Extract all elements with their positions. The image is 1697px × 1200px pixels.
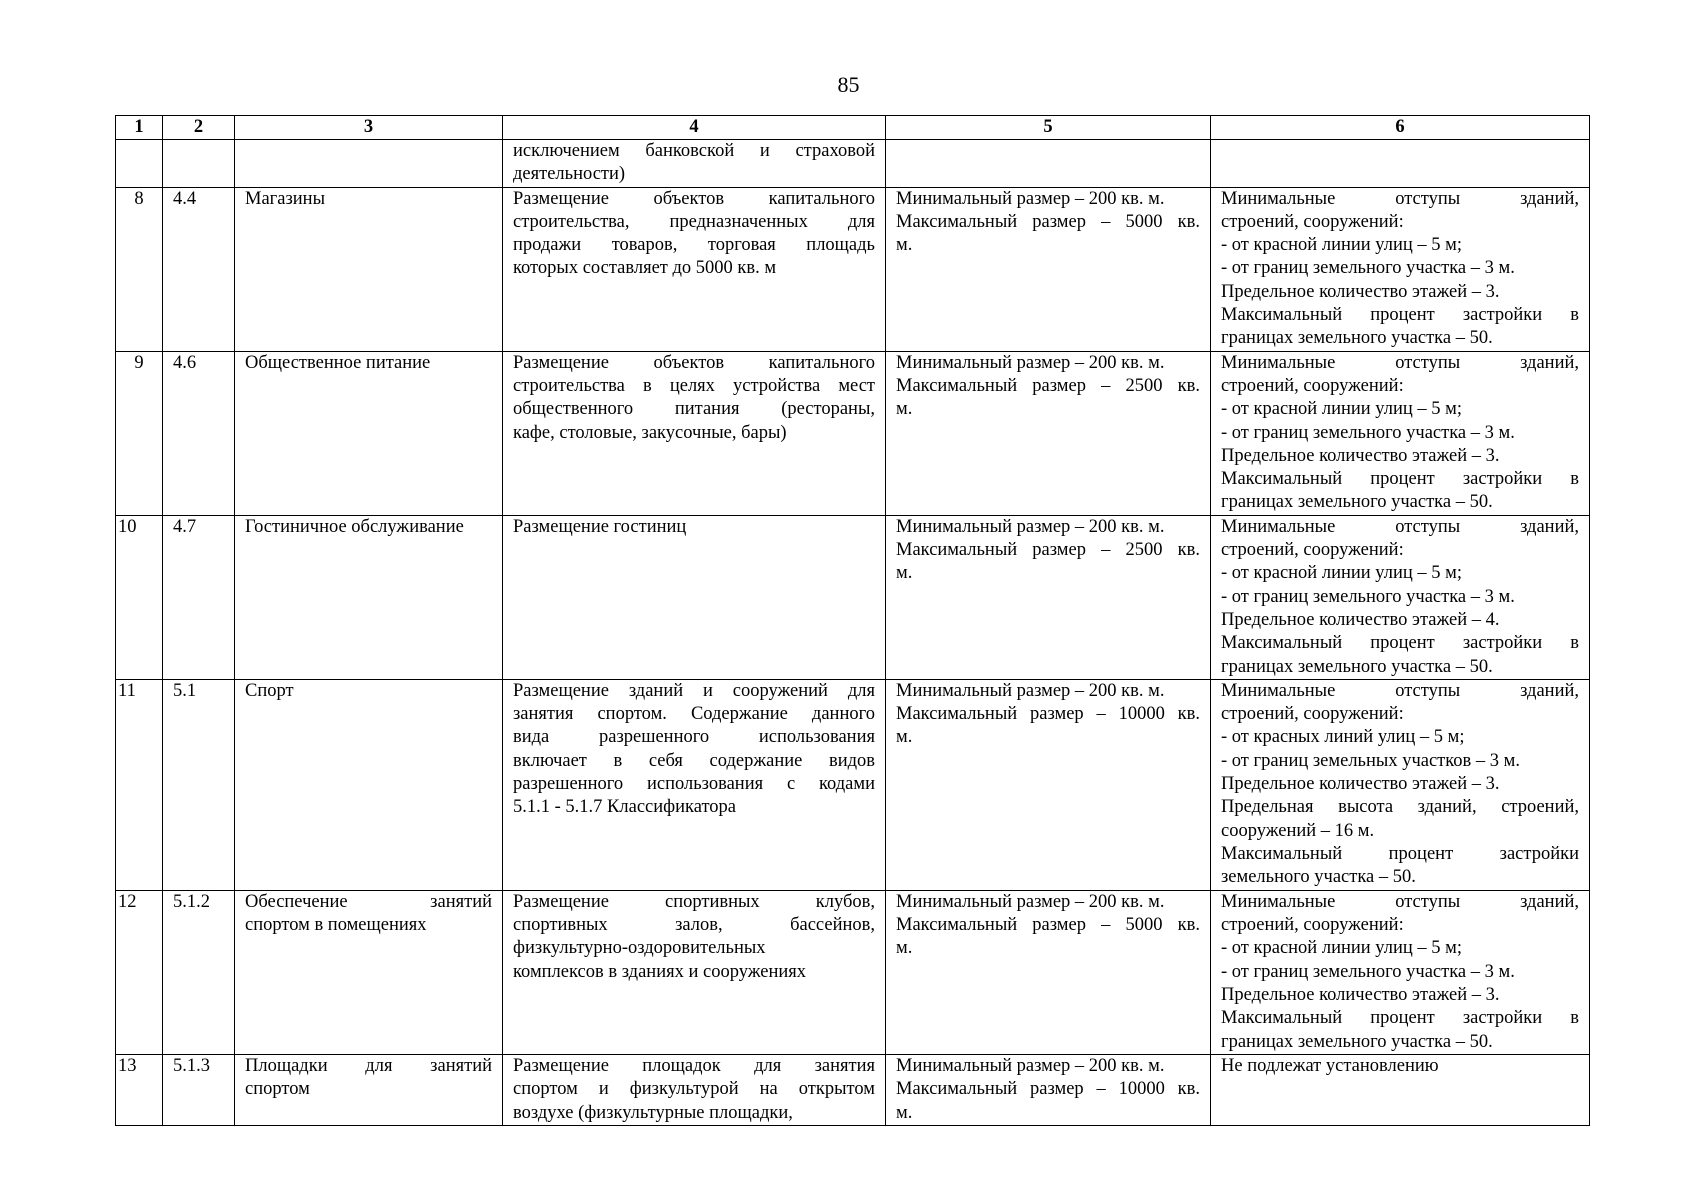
cell-description — [503, 351, 886, 515]
cell-line: границах земельного участка – 50. — [1221, 656, 1493, 677]
table-header-row — [116, 116, 1590, 140]
cell-line: Минимальный размер – 200 кв. м. — [896, 680, 1165, 701]
cell-line: Размещение зданий и сооружений для — [513, 680, 875, 701]
cell-size — [886, 679, 1211, 890]
cell-line: Обеспечение занятий — [245, 891, 492, 912]
header-col-3: 3 — [235, 116, 503, 140]
cell-line: кафе, столовые, закусочные, бары) — [513, 422, 787, 443]
cell-line: Максимальный процент застройки в — [1221, 305, 1579, 326]
cell-size — [886, 140, 1211, 188]
cell-num: 9 — [116, 351, 163, 515]
cell-line: строений, сооружений: — [1221, 540, 1404, 561]
cell-line: разрешенного использования с кодами — [513, 774, 875, 795]
cell-num: 10 — [116, 515, 163, 679]
cell-description — [503, 1054, 886, 1125]
cell-line: - от красных линий улиц – 5 м; — [1221, 727, 1465, 748]
cell-line: Размещение объектов капитального — [513, 352, 875, 373]
cell-name — [235, 351, 503, 515]
cell-line: Минимальный размер – 200 кв. м. — [896, 516, 1165, 537]
cell-params — [1211, 351, 1590, 515]
cell-line: Гостиничное обслуживание — [245, 516, 464, 537]
cell-description — [503, 679, 886, 890]
cell-num: 11 — [116, 679, 163, 890]
cell-line: границах земельного участка – 50. — [1221, 328, 1493, 349]
cell-line: Предельное количество этажей – 4. — [1221, 609, 1500, 630]
cell-line: - от красной линии улиц – 5 м; — [1221, 399, 1462, 420]
cell-line: строений, сооружений: — [1221, 915, 1404, 936]
header-col-2: 2 — [163, 116, 235, 140]
cell-num: 12 — [116, 890, 163, 1054]
cell-line: Размещение площадок для занятия — [513, 1055, 875, 1076]
cell-line: воздухе (физкультурные площадки, — [513, 1102, 793, 1123]
cell-size — [886, 515, 1211, 679]
cell-line: физкультурно-оздоровительных — [513, 938, 766, 959]
cell-description — [503, 890, 886, 1054]
cell-line: Не подлежат установлению — [1221, 1055, 1439, 1076]
cell-line: продажи товаров, торговая площадь — [513, 235, 875, 256]
table-row — [116, 1054, 1590, 1125]
cell-line: строений, сооружений: — [1221, 211, 1404, 232]
cell-name — [235, 140, 503, 188]
cell-line: спортом в помещениях — [245, 915, 427, 936]
cell-line: Спорт — [245, 680, 294, 701]
cell-line: - от красной линии улиц – 5 м; — [1221, 563, 1462, 584]
cell-line: - от границ земельного участка – 3 м. — [1221, 422, 1515, 443]
cell-line: спортом — [245, 1079, 310, 1100]
cell-line: спортивных залов, бассейнов, — [513, 915, 875, 936]
cell-line: Размещение спортивных клубов, — [513, 891, 875, 912]
cell-name — [235, 1054, 503, 1125]
cell-size — [886, 351, 1211, 515]
cell-params — [1211, 890, 1590, 1054]
cell-line: Минимальный размер – 200 кв. м. — [896, 188, 1165, 209]
cell-line: Максимальный размер – 5000 кв. — [896, 211, 1200, 232]
table-row-continuation — [116, 140, 1590, 188]
cell-line: границах земельного участка – 50. — [1221, 492, 1493, 513]
cell-line: Минимальные отступы зданий, — [1221, 352, 1579, 373]
header-col-5: 5 — [886, 116, 1211, 140]
cell-line: которых составляет до 5000 кв. м — [513, 258, 777, 279]
cell-code: 4.4 — [163, 187, 235, 351]
cell-params — [1211, 187, 1590, 351]
cell-line: м. — [896, 727, 913, 748]
cell-line: включает в себя содержание видов — [513, 750, 875, 771]
cell-line: сооружений – 16 м. — [1221, 820, 1375, 841]
cell-num — [116, 140, 163, 188]
cell-line: Минимальный размер – 200 кв. м. — [896, 352, 1165, 373]
page-number: 85 — [837, 72, 860, 97]
cell-size — [886, 1054, 1211, 1125]
header-col-4: 4 — [503, 116, 886, 140]
cell-params — [1211, 679, 1590, 890]
cell-size — [886, 890, 1211, 1054]
cell-name — [235, 679, 503, 890]
cell-code: 5.1 — [163, 679, 235, 890]
cell-line: - от границ земельного участка – 3 м. — [1221, 258, 1515, 279]
cell-line: Площадки для занятий — [245, 1055, 492, 1076]
cell-code: 5.1.3 — [163, 1054, 235, 1125]
cell-line: Предельное количество этажей – 3. — [1221, 985, 1500, 1006]
cell-name — [235, 187, 503, 351]
cell-line: общественного питания (рестораны, — [513, 399, 875, 420]
table-row — [116, 679, 1590, 890]
cell-line: Максимальный процент застройки в — [1221, 1008, 1579, 1029]
cell-description — [503, 140, 886, 188]
cell-line: Максимальный процент застройки в — [1221, 633, 1579, 654]
cell-params — [1211, 1054, 1590, 1125]
cell-line: Размещение объектов капитального — [513, 188, 875, 209]
cell-line: Максимальный размер – 2500 кв. — [896, 540, 1200, 561]
cell-line: Предельное количество этажей – 3. — [1221, 774, 1500, 795]
cell-line: м. — [896, 399, 913, 420]
cell-line: спортом и физкультурой на открытом — [513, 1079, 875, 1100]
cell-params — [1211, 140, 1590, 188]
cell-line: строительства в целях устройства мест — [513, 375, 875, 396]
cell-description — [503, 187, 886, 351]
cell-line: м. — [896, 235, 913, 256]
cell-line: Общественное питание — [245, 352, 431, 373]
cell-line: - от границ земельного участка – 3 м. — [1221, 586, 1515, 607]
cell-description — [503, 515, 886, 679]
cell-line: Минимальный размер – 200 кв. м. — [896, 1055, 1165, 1076]
cell-name — [235, 890, 503, 1054]
cell-line: Минимальные отступы зданий, — [1221, 680, 1579, 701]
cell-line: исключением банковской и страховой — [513, 141, 875, 161]
cell-line: Максимальный размер – 10000 кв. — [896, 1079, 1200, 1100]
cell-line: границах земельного участка – 50. — [1221, 1031, 1493, 1052]
cell-code: 5.1.2 — [163, 890, 235, 1054]
cell-line: - от границ земельных участков – 3 м. — [1221, 750, 1520, 771]
header-col-6: 6 — [1211, 116, 1590, 140]
cell-params — [1211, 515, 1590, 679]
cell-line: Магазины — [245, 188, 325, 209]
cell-line: Минимальный размер – 200 кв. м. — [896, 891, 1165, 912]
table-row — [116, 515, 1590, 679]
cell-line: комплексов в зданиях и сооружениях — [513, 961, 807, 982]
cell-code — [163, 140, 235, 188]
cell-line: Максимальный размер – 10000 кв. — [896, 704, 1200, 725]
cell-line: земельного участка – 50. — [1221, 867, 1416, 888]
zoning-table — [115, 115, 1590, 1126]
cell-line: Максимальный размер – 5000 кв. — [896, 915, 1200, 936]
cell-line: Минимальные отступы зданий, — [1221, 188, 1579, 209]
cell-line: строений, сооружений: — [1221, 704, 1404, 725]
cell-line: Минимальные отступы зданий, — [1221, 891, 1579, 912]
cell-num: 13 — [116, 1054, 163, 1125]
table-row — [116, 187, 1590, 351]
cell-code: 4.7 — [163, 515, 235, 679]
table-row — [116, 351, 1590, 515]
cell-line: - от красной линии улиц – 5 м; — [1221, 938, 1462, 959]
cell-size — [886, 187, 1211, 351]
cell-line: Минимальные отступы зданий, — [1221, 516, 1579, 537]
cell-line: занятия спортом. Содержание данного — [513, 704, 875, 725]
cell-line: Максимальный размер – 2500 кв. — [896, 375, 1200, 396]
cell-line: Предельное количество этажей – 3. — [1221, 445, 1500, 466]
cell-line: Предельная высота зданий, строений, — [1221, 797, 1579, 818]
cell-line: - от красной линии улиц – 5 м; — [1221, 235, 1462, 256]
cell-line: м. — [896, 563, 913, 584]
cell-line: строительства, предназначенных для — [513, 211, 875, 232]
header-col-1: 1 — [116, 116, 163, 140]
cell-line: Предельное количество этажей – 3. — [1221, 281, 1500, 302]
cell-line: Максимальный процент застройки — [1221, 843, 1579, 864]
cell-line: вида разрешенного использования — [513, 727, 875, 748]
cell-line: деятельности) — [513, 164, 626, 185]
cell-line: м. — [896, 938, 913, 959]
cell-line: Максимальный процент застройки в — [1221, 469, 1579, 490]
cell-line: 5.1.1 - 5.1.7 Классификатора — [513, 797, 737, 818]
table-row — [116, 890, 1590, 1054]
cell-num: 8 — [116, 187, 163, 351]
cell-line: Размещение гостиниц — [513, 516, 687, 537]
cell-line: - от границ земельного участка – 3 м. — [1221, 961, 1515, 982]
cell-name — [235, 515, 503, 679]
cell-code: 4.6 — [163, 351, 235, 515]
cell-line: строений, сооружений: — [1221, 375, 1404, 396]
cell-line: м. — [896, 1102, 913, 1123]
